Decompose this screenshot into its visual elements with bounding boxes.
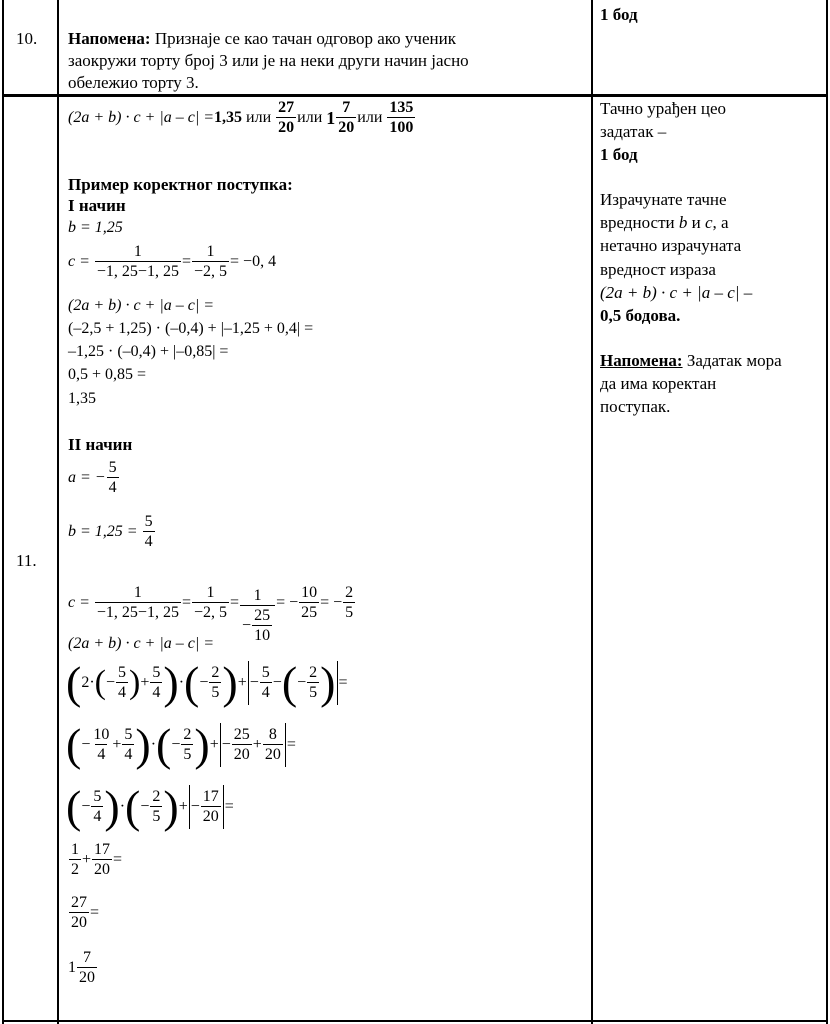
method2-c-frac2: $\frac{1}{-2, 5}$ [193,584,228,621]
method2-step6: 1 $\frac{7}{20}$ [68,949,95,986]
method2-step3: ( − $\frac{5}{4}$ ) · ( − $\frac{2}{5}$ ) + − $\frac{17}{20}$ = [66,781,234,832]
method1-step1: (2a + b) · c + |a – c| = [68,297,215,314]
task10-note-line3: обележио торту 3. [68,73,199,92]
answer-or-2: или [297,109,323,126]
answer-expr: (2a + b) · c + |a – c| = [68,109,215,126]
method2-expr-line: (2a + b) · c + |a – c| = [68,635,215,652]
grading-line8: (2a + b) · c + |a – c| – [600,283,753,302]
method2-c-frac5: $\frac{2}{5}$ [345,584,354,621]
method1-c-line: c = $\frac{1}{-1, 25-1, 25}$ = $\frac{1}{-2, 5}$ = −0, 4 [68,243,277,280]
answer-value: 1,35 [214,109,243,126]
grading-partial-points: 0,5 бодова. [600,306,681,325]
grading-line2: задатак – [600,122,667,141]
task10-note-line2: заокружи торту број 3 или је на неки други начин јасно [68,51,469,70]
method2-title: II начин [68,435,133,454]
table-border-left [2,0,4,1024]
method2-step5: $\frac{27}{20}$ = [71,894,100,931]
grading-full-points: 1 бод [600,145,638,164]
method1-c-frac1: $\frac{1}{-1, 25-1, 25}$ [96,243,179,280]
method2-step2: ( − $\frac{10}{4}$ + $\frac{5}{4}$ ) · ( − $\frac{2}{5}$ ) + − $\frac{25}{20}$ + $\frac{8}{20}$ = [66,719,296,770]
table-row-divider [2,94,828,97]
method1-b-line: b = 1,25 [68,219,123,236]
grading-line7: вредност израза [600,260,716,279]
grading-line4: Израчунате тачне [600,190,727,209]
method2-step4: $\frac{1}{2}$ + $\frac{17}{20}$ = [71,841,123,878]
method2-step1: ( 2· ( − $\frac{5}{4}$ ) + $\frac{5}{4}$ ) · ( − $\frac{2}{5}$ ) + − $\frac{5}{4}$ − ( − $\frac{2}{5}$ ) = [66,657,348,708]
table-border-right [826,0,828,1024]
grading-line6: нетачно израчуната [600,236,742,255]
task10-number: 10. [16,29,38,48]
task11-number: 11. [16,551,37,570]
task11-answer [68,100,416,136]
answer-fraction-135-100: $\frac{135}{100}$ [389,99,414,136]
answer-or-3: или [357,109,383,126]
answer-mixed-whole: 1 [326,108,336,128]
method2-b-line: b = 1,25 = $\frac{5}{4}$ [68,513,153,550]
method2-c-line: c = $\frac{1}{-1, 25-1, 25}$ = $\frac{1}{-2, 5}$ = 1 − $\frac{25}{10}$ = − $\frac{10}{25}$ = − $\frac{2}{5}$ [68,584,354,644]
task10-note-line1 [68,30,456,47]
grading-note-line3: поступак. [600,397,671,416]
answer-fraction-27-20: $\frac{27}{20}$ [278,99,295,136]
method1-step3: –1,25 · (–0,4) + |–0,85| = [68,343,229,360]
task10-points: 1 бод [600,5,638,24]
table-border-bottom [2,1020,828,1022]
grading-line5: вредности b и c, а [600,213,729,232]
table-divider-col1 [57,0,59,1024]
method1-c-frac2: $\frac{1}{-2, 5}$ [193,243,228,280]
grading-line1: Тачно урађен цео [600,99,727,118]
method2-a-line: a = − $\frac{5}{4}$ [68,459,117,496]
task10-note-text1: Признаје се као тачан одговор ако ученик [150,29,456,48]
method1-step5: 1,35 [68,390,96,407]
answer-or-1: или [246,109,272,126]
table-divider-col2 [591,0,593,1024]
grading-note-line2: да има коректан [600,374,717,393]
method1-step4: 0,5 + 0,85 = [68,366,147,383]
method2-b-frac: $\frac{5}{4}$ [144,513,153,550]
example-title: Пример коректног поступка: [68,175,293,194]
task10-note-label: Напомена: [68,29,151,48]
method1-step2: (–2,5 + 1,25) · (–0,4) + |–1,25 + 0,4| = [68,320,314,337]
answer-mixed-fraction: $\frac{7}{20}$ [338,99,355,136]
method2-c-frac4: $\frac{10}{25}$ [301,584,318,621]
method2-a-frac: $\frac{5}{4}$ [108,459,117,496]
method1-title: I начин [68,196,126,215]
method2-c-frac3: 1 − $\frac{25}{10}$ [240,588,275,644]
grading-note-line1: Напомена: Задатак мора [600,351,782,370]
method2-c-frac1: $\frac{1}{-1, 25-1, 25}$ [96,584,179,621]
